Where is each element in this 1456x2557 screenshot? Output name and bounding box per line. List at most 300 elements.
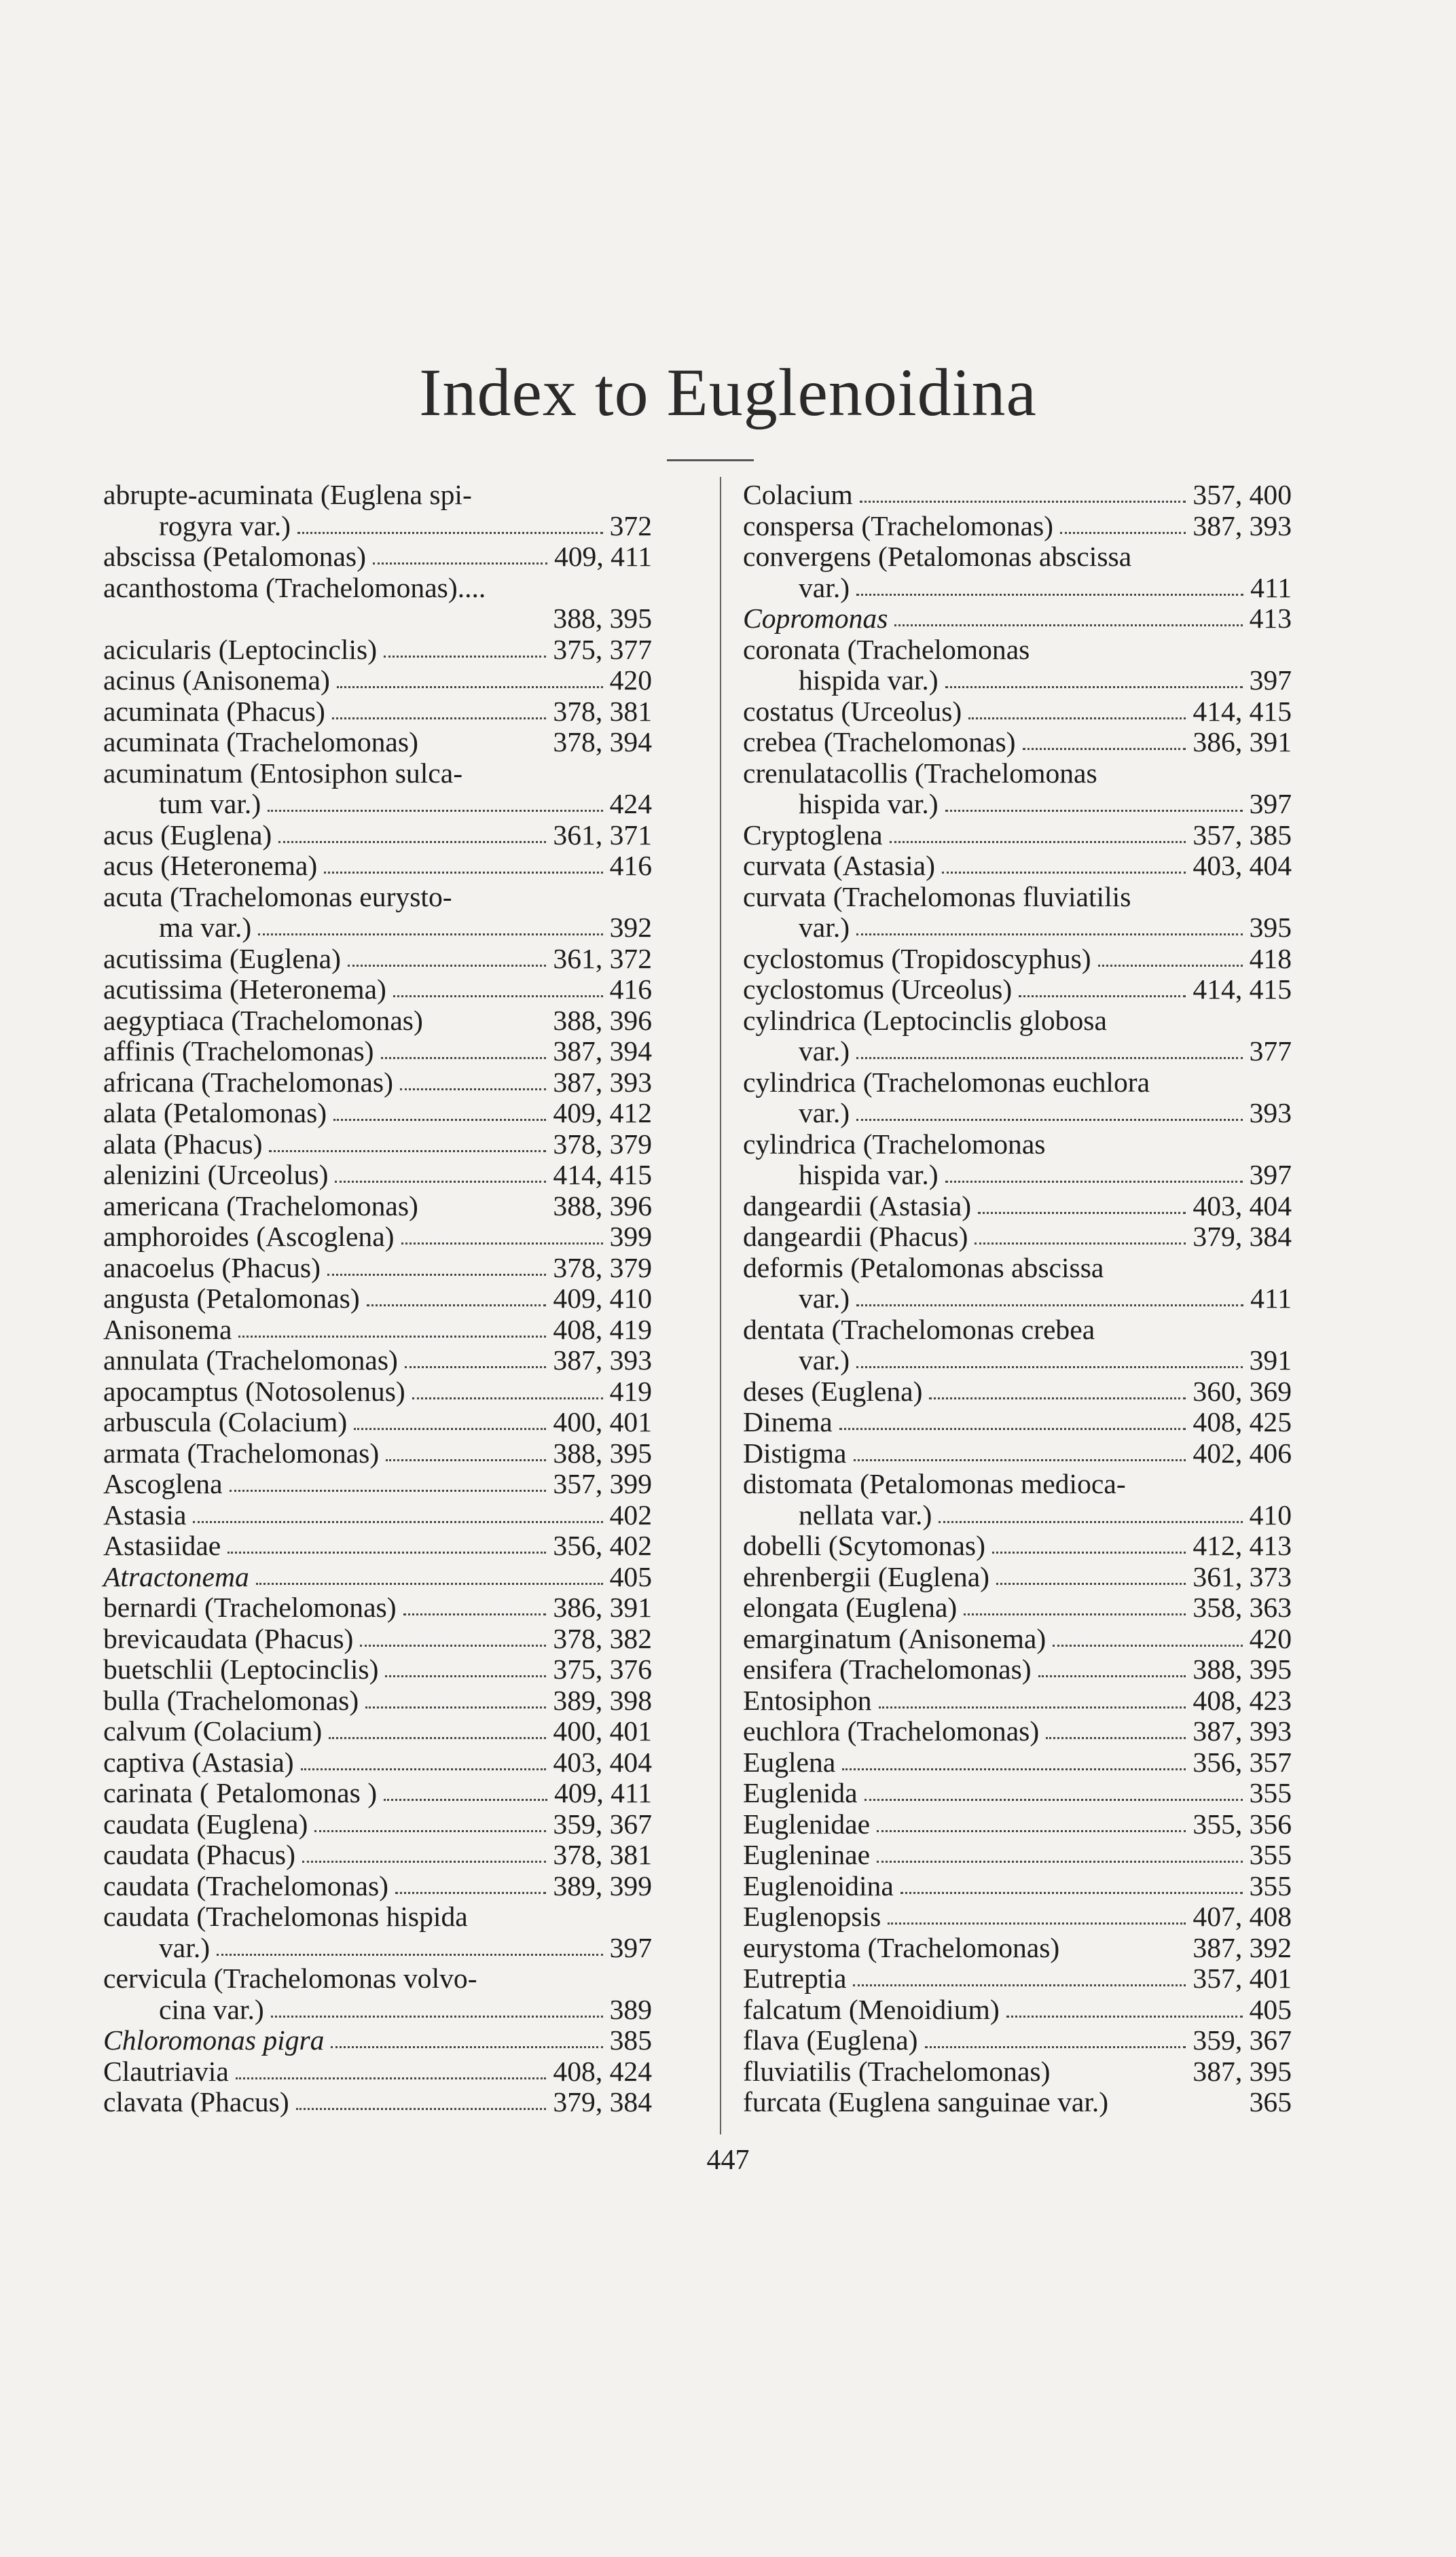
index-entry bbox=[743, 1005, 1292, 1067]
index-term: bernardi (Trachelomonas) bbox=[103, 1592, 397, 1623]
leader-dots bbox=[365, 1706, 546, 1709]
index-entry bbox=[743, 1531, 1292, 1562]
index-entry bbox=[103, 1809, 652, 1840]
index-entry bbox=[743, 851, 1292, 882]
index-term: curvata (Trachelomonas fluviatilis bbox=[743, 880, 1131, 912]
index-term: calvum (Colacium) bbox=[103, 1715, 323, 1747]
index-pages: 397 bbox=[1249, 1159, 1292, 1190]
index-entry bbox=[103, 634, 652, 666]
leader-dots bbox=[271, 2016, 603, 2018]
index-term: dangeardii (Phacus) bbox=[743, 1221, 968, 1252]
index-term: acanthostoma (Trachelomonas).... bbox=[103, 571, 486, 603]
index-pages: 355 bbox=[1249, 1839, 1292, 1870]
index-pages: 365 bbox=[1249, 2086, 1292, 2117]
index-term: Ascoglena bbox=[103, 1468, 223, 1499]
index-entry bbox=[743, 1933, 1292, 1964]
index-term: crenulatacollis (Trachelomonas bbox=[743, 757, 1097, 789]
page-title: Index to Euglenoidina bbox=[419, 355, 1037, 430]
index-term: curvata (Astasia) bbox=[743, 850, 935, 881]
index-term: falcatum (Menoidium) bbox=[743, 1993, 1000, 2025]
index-term: crebea (Trachelomonas) bbox=[743, 726, 1016, 757]
leader-dots bbox=[331, 2046, 602, 2048]
index-entry bbox=[103, 541, 652, 573]
index-pages: 410 bbox=[1249, 1499, 1292, 1531]
index-entry bbox=[103, 1191, 652, 1222]
index-term: alata (Petalomonas) bbox=[103, 1097, 327, 1128]
index-entry bbox=[103, 851, 652, 882]
index-entry bbox=[743, 2056, 1292, 2088]
leader-dots bbox=[942, 872, 1186, 874]
index-term: affinis (Trachelomonas) bbox=[103, 1035, 374, 1067]
leader-dots bbox=[888, 1923, 1186, 1925]
index-pages: 387, 393 bbox=[553, 1344, 652, 1376]
index-entry bbox=[743, 1901, 1292, 1933]
leader-dots bbox=[278, 841, 546, 843]
index-pages: 411 bbox=[1250, 571, 1292, 603]
title-rule bbox=[667, 459, 754, 461]
leader-dots bbox=[894, 624, 1242, 626]
index-term-continued: var.) bbox=[799, 1344, 850, 1376]
leader-dots bbox=[236, 2077, 547, 2079]
leader-dots bbox=[332, 717, 547, 719]
leader-dots bbox=[1006, 2016, 1243, 2018]
index-pages: 411 bbox=[1250, 1283, 1292, 1314]
index-term: Atractonema bbox=[103, 1560, 249, 1592]
index-entry bbox=[103, 1654, 652, 1685]
index-term: carinata ( Petalomonas ) bbox=[103, 1777, 378, 1808]
index-pages: 387, 393 bbox=[553, 1066, 652, 1098]
index-pages: 375, 377 bbox=[553, 633, 652, 665]
index-term: conspersa (Trachelomonas) bbox=[743, 509, 1054, 541]
leader-dots bbox=[314, 1830, 546, 1832]
index-term-continued: var.) bbox=[159, 1931, 211, 1963]
index-pages: 355 bbox=[1249, 1870, 1292, 1901]
leader-dots bbox=[856, 1304, 1243, 1306]
index-term: abscissa (Petalomonas) bbox=[103, 541, 366, 572]
index-entry bbox=[743, 1315, 1292, 1376]
index-entry bbox=[743, 758, 1292, 820]
index-term: Cryptoglena bbox=[743, 819, 883, 851]
index-term: cylindrica (Leptocinclis globosa bbox=[743, 1004, 1107, 1036]
index-term: buetschlii (Leptocinclis) bbox=[103, 1653, 379, 1685]
index-entry bbox=[743, 511, 1292, 542]
index-pages: 408, 423 bbox=[1193, 1684, 1292, 1716]
index-entry bbox=[743, 1221, 1292, 1253]
index-entry bbox=[103, 1624, 652, 1655]
index-pages: 403, 404 bbox=[553, 1746, 652, 1778]
index-pages: 397 bbox=[1249, 664, 1292, 696]
leader-dots bbox=[217, 1954, 603, 1956]
index-pages: 357, 400 bbox=[1193, 479, 1292, 510]
index-term: distomata (Petalomonas medioca- bbox=[743, 1468, 1126, 1499]
leader-dots bbox=[384, 656, 546, 658]
index-term-continued: hispida var.) bbox=[799, 1159, 939, 1190]
index-entry bbox=[103, 882, 652, 944]
index-term: emarginatum (Anisonema) bbox=[743, 1622, 1046, 1654]
index-term: ehrenbergii (Euglena) bbox=[743, 1560, 990, 1592]
leader-dots bbox=[405, 1366, 547, 1368]
index-term-continued: tum var.) bbox=[159, 788, 261, 819]
leader-dots bbox=[856, 1119, 1243, 1121]
index-term: amphoroides (Ascoglena) bbox=[103, 1221, 395, 1252]
index-term: anacoelus (Phacus) bbox=[103, 1251, 321, 1283]
leader-dots bbox=[879, 1706, 1186, 1709]
index-term: Anisonema bbox=[103, 1313, 232, 1345]
index-term-continued: cina var.) bbox=[159, 1993, 264, 2025]
leader-dots bbox=[401, 1242, 603, 1245]
index-term: Dinema bbox=[743, 1406, 833, 1437]
index-pages: 388, 396 bbox=[553, 1004, 652, 1036]
index-pages: 414, 415 bbox=[1193, 695, 1292, 727]
leader-dots bbox=[193, 1521, 602, 1523]
index-term: angusta (Petalomonas) bbox=[103, 1283, 360, 1314]
index-entry bbox=[103, 1531, 652, 1562]
leader-dots bbox=[301, 1768, 547, 1770]
leader-dots bbox=[856, 933, 1243, 935]
index-pages: 355, 356 bbox=[1193, 1808, 1292, 1840]
leader-dots bbox=[403, 1613, 547, 1615]
index-column-left bbox=[103, 480, 652, 2118]
index-entry bbox=[743, 1191, 1292, 1222]
index-entry bbox=[103, 1376, 652, 1408]
index-pages: 408, 425 bbox=[1193, 1406, 1292, 1437]
index-entry bbox=[103, 1221, 652, 1253]
leader-dots bbox=[256, 1583, 603, 1585]
index-term: Clautriavia bbox=[103, 2055, 229, 2087]
index-pages: 395 bbox=[1249, 912, 1292, 943]
leader-dots bbox=[324, 872, 602, 874]
index-pages: 420 bbox=[609, 664, 652, 696]
leader-dots bbox=[853, 1984, 1186, 1986]
leader-dots bbox=[268, 810, 602, 812]
index-entry bbox=[743, 1129, 1292, 1191]
index-term: cylindrica (Trachelomonas bbox=[743, 1128, 1046, 1160]
index-term: Chloromonas pigra bbox=[103, 2024, 325, 2056]
index-pages: 361, 372 bbox=[553, 942, 652, 974]
index-term: acus (Euglena) bbox=[103, 819, 272, 851]
index-term: alenizini (Urceolus) bbox=[103, 1159, 329, 1190]
index-term: Eutreptia bbox=[743, 1963, 847, 1994]
index-term: Distigma bbox=[743, 1437, 847, 1469]
index-pages: 359, 367 bbox=[1193, 2024, 1292, 2056]
leader-dots bbox=[393, 995, 603, 997]
index-entry bbox=[103, 1469, 652, 1500]
index-term: captiva (Astasia) bbox=[103, 1746, 294, 1778]
index-entry bbox=[743, 1253, 1292, 1315]
index-term: Astasiidae bbox=[103, 1530, 221, 1561]
index-entry bbox=[743, 1747, 1292, 1778]
index-entry bbox=[103, 1840, 652, 1871]
index-entry bbox=[103, 944, 652, 975]
index-entry bbox=[743, 1438, 1292, 1469]
index-entry bbox=[743, 1624, 1292, 1655]
index-pages: 356, 357 bbox=[1193, 1746, 1292, 1778]
index-term: acuminata (Phacus) bbox=[103, 695, 325, 727]
index-pages: 414, 415 bbox=[553, 1159, 652, 1190]
index-entry bbox=[103, 1592, 652, 1624]
index-term: acuta (Trachelomonas eurysto- bbox=[103, 880, 452, 912]
leader-dots bbox=[1038, 1675, 1186, 1677]
index-term: acinus (Anisonema) bbox=[103, 664, 330, 696]
index-entry bbox=[743, 1840, 1292, 1871]
leader-dots bbox=[329, 1737, 546, 1739]
index-entry bbox=[743, 727, 1292, 758]
index-pages: 409, 410 bbox=[553, 1283, 652, 1314]
index-entry bbox=[743, 1067, 1292, 1129]
index-entry bbox=[743, 2087, 1292, 2118]
index-term: dobelli (Scytomonas) bbox=[743, 1530, 985, 1561]
index-term: acicularis (Leptocinclis) bbox=[103, 633, 378, 665]
index-term: abrupte-acuminata (Euglena spi- bbox=[103, 479, 472, 510]
index-term: arbuscula (Colacium) bbox=[103, 1406, 348, 1437]
index-entry bbox=[103, 1716, 652, 1747]
index-term: cervicula (Trachelomonas volvo- bbox=[103, 1963, 477, 1994]
leader-dots bbox=[877, 1861, 1243, 1863]
leader-dots bbox=[400, 1088, 546, 1090]
index-term: deformis (Petalomonas abscissa bbox=[743, 1251, 1104, 1283]
index-pages: 388, 396 bbox=[553, 1190, 652, 1221]
index-pages: 407, 408 bbox=[1193, 1901, 1292, 1932]
index-term: acutissima (Heteronema) bbox=[103, 973, 386, 1005]
index-entry bbox=[743, 541, 1292, 603]
index-pages: 397 bbox=[1249, 788, 1292, 819]
leader-dots bbox=[386, 1459, 546, 1461]
column-divider bbox=[720, 477, 721, 2134]
index-term-continued: var.) bbox=[799, 1283, 850, 1314]
index-entry bbox=[743, 2025, 1292, 2056]
index-entry bbox=[103, 696, 652, 728]
index-pages: 402 bbox=[609, 1499, 652, 1531]
index-term-continued: var.) bbox=[799, 1097, 850, 1128]
index-entry bbox=[103, 1036, 652, 1067]
index-entry bbox=[743, 974, 1292, 1005]
leader-dots bbox=[258, 933, 602, 935]
index-entry bbox=[743, 1995, 1292, 2026]
index-pages: 405 bbox=[1249, 1993, 1292, 2025]
index-entry bbox=[103, 1005, 652, 1037]
leader-dots bbox=[296, 2108, 547, 2110]
leader-dots bbox=[381, 1057, 547, 1059]
index-entry bbox=[103, 1438, 652, 1469]
index-pages: 388, 395 bbox=[1193, 1653, 1292, 1685]
leader-dots bbox=[230, 1490, 547, 1492]
index-entry bbox=[743, 1809, 1292, 1840]
index-entry bbox=[103, 1129, 652, 1160]
index-term: cylindrica (Trachelomonas euchlora bbox=[743, 1066, 1150, 1098]
index-term: Euglena bbox=[743, 1746, 836, 1778]
leader-dots bbox=[900, 1892, 1243, 1894]
index-entry bbox=[103, 1871, 652, 1902]
index-entry bbox=[103, 665, 652, 696]
index-term: Euglenoidina bbox=[743, 1870, 894, 1901]
index-pages: 409, 412 bbox=[553, 1097, 652, 1128]
index-pages: 405 bbox=[609, 1560, 652, 1592]
index-column-right bbox=[743, 480, 1292, 2118]
index-term: clavata (Phacus) bbox=[103, 2086, 289, 2117]
index-term: acuminatum (Entosiphon sulca- bbox=[103, 757, 463, 789]
index-pages: 414, 415 bbox=[1193, 973, 1292, 1005]
index-pages: 397 bbox=[609, 1931, 652, 1963]
leader-dots bbox=[302, 1861, 546, 1863]
leader-dots bbox=[856, 594, 1243, 596]
leader-dots bbox=[1098, 965, 1243, 967]
leader-dots bbox=[945, 1181, 1243, 1183]
leader-dots bbox=[297, 532, 603, 534]
index-term: cyclostomus (Tropidoscyphus) bbox=[743, 942, 1091, 974]
leader-dots bbox=[1053, 1645, 1242, 1647]
index-term: alata (Phacus) bbox=[103, 1128, 263, 1160]
index-term: annulata (Trachelomonas) bbox=[103, 1344, 398, 1376]
index-term: africana (Trachelomonas) bbox=[103, 1066, 393, 1098]
index-pages: 424 bbox=[609, 788, 652, 819]
index-pages: 387, 393 bbox=[1193, 509, 1292, 541]
leader-dots bbox=[335, 1181, 546, 1183]
index-term: eurystoma (Trachelomonas) bbox=[743, 1931, 1060, 1963]
index-term: coronata (Trachelomonas bbox=[743, 633, 1030, 665]
leader-dots bbox=[996, 1583, 1186, 1585]
index-term: bulla (Trachelomonas) bbox=[103, 1684, 359, 1716]
index-pages: 393 bbox=[1249, 1097, 1292, 1128]
index-pages: 409, 411 bbox=[553, 541, 652, 572]
index-pages: 378, 379 bbox=[553, 1128, 652, 1160]
index-entry bbox=[103, 758, 652, 820]
index-entry bbox=[743, 820, 1292, 851]
index-entry bbox=[103, 1901, 652, 1963]
index-entry bbox=[743, 1871, 1292, 1902]
index-term: acus (Heteronema) bbox=[103, 850, 318, 881]
leader-dots bbox=[354, 1428, 546, 1430]
index-entry bbox=[743, 1963, 1292, 1995]
index-entry bbox=[103, 2025, 652, 2056]
leader-dots bbox=[890, 841, 1186, 843]
index-term: Euglenopsis bbox=[743, 1901, 881, 1932]
leader-dots bbox=[228, 1552, 546, 1554]
leader-dots bbox=[860, 501, 1186, 503]
index-entry bbox=[103, 1685, 652, 1717]
index-pages: 357, 401 bbox=[1193, 1963, 1292, 1994]
index-pages: 416 bbox=[609, 850, 652, 881]
leader-dots bbox=[945, 810, 1243, 812]
index-pages: 420 bbox=[1249, 1622, 1292, 1654]
index-term: caudata (Trachelomonas) bbox=[103, 1870, 389, 1901]
index-term: cyclostomus (Urceolus) bbox=[743, 973, 1013, 1005]
index-entry bbox=[103, 974, 652, 1005]
leader-dots bbox=[854, 1459, 1186, 1461]
index-term: flava (Euglena) bbox=[743, 2024, 918, 2056]
leader-dots bbox=[337, 686, 603, 688]
index-term: costatus (Urceolus) bbox=[743, 695, 962, 727]
index-pages: 375, 376 bbox=[553, 1653, 652, 1685]
index-entry bbox=[743, 1592, 1292, 1624]
index-entry bbox=[103, 2087, 652, 2118]
index-term-continued: hispida var.) bbox=[799, 788, 939, 819]
index-entry bbox=[103, 1963, 652, 2025]
index-entry bbox=[743, 944, 1292, 975]
leader-dots bbox=[385, 1675, 546, 1677]
index-term-continued: ma var.) bbox=[159, 912, 252, 943]
index-term: caudata (Phacus) bbox=[103, 1839, 295, 1870]
index-entry bbox=[743, 882, 1292, 944]
index-pages: 388, 395 bbox=[553, 603, 652, 634]
index-term: ensifera (Trachelomonas) bbox=[743, 1653, 1032, 1685]
index-entry bbox=[103, 1315, 652, 1346]
index-pages: 385 bbox=[609, 2024, 652, 2056]
index-entry bbox=[103, 2056, 652, 2088]
index-term: euchlora (Trachelomonas) bbox=[743, 1715, 1040, 1747]
index-entry bbox=[103, 573, 652, 634]
leader-dots bbox=[1023, 748, 1186, 750]
index-pages: 377 bbox=[1249, 1035, 1292, 1067]
index-entry bbox=[743, 1685, 1292, 1717]
index-entry bbox=[743, 696, 1292, 728]
index-entry bbox=[743, 634, 1292, 696]
index-pages: 409, 411 bbox=[553, 1777, 652, 1808]
index-pages: 408, 424 bbox=[553, 2055, 652, 2087]
leader-dots bbox=[395, 1892, 546, 1894]
index-term: dentata (Trachelomonas crebea bbox=[743, 1313, 1095, 1345]
leader-dots bbox=[373, 562, 547, 565]
index-pages: 372 bbox=[609, 509, 652, 541]
index-pages: 356, 402 bbox=[553, 1530, 652, 1561]
index-pages: 358, 363 bbox=[1193, 1592, 1292, 1623]
index-pages: 402, 406 bbox=[1193, 1437, 1292, 1469]
index-entry bbox=[743, 1469, 1292, 1531]
leader-dots bbox=[929, 1397, 1186, 1399]
index-term: Euglenidae bbox=[743, 1808, 871, 1840]
leader-dots bbox=[384, 1799, 547, 1801]
index-term: fluviatilis (Trachelomonas) bbox=[743, 2055, 1051, 2087]
leader-dots bbox=[839, 1428, 1186, 1430]
leader-dots bbox=[864, 1799, 1243, 1801]
leader-dots bbox=[945, 686, 1243, 688]
leader-dots bbox=[1060, 532, 1186, 534]
index-pages: 419 bbox=[609, 1375, 652, 1407]
index-entry bbox=[103, 1283, 652, 1315]
index-entry bbox=[103, 1067, 652, 1098]
index-entry bbox=[103, 1345, 652, 1376]
index-pages: 357, 385 bbox=[1193, 819, 1292, 851]
leader-dots bbox=[964, 1613, 1186, 1615]
leader-dots bbox=[238, 1336, 546, 1338]
index-term: convergens (Petalomonas abscissa bbox=[743, 541, 1132, 572]
index-pages: 379, 384 bbox=[1193, 1221, 1292, 1252]
index-term: acutissima (Euglena) bbox=[103, 942, 341, 974]
index-entry bbox=[103, 1098, 652, 1129]
index-entry bbox=[103, 1562, 652, 1593]
index-term: armata (Trachelomonas) bbox=[103, 1437, 380, 1469]
leader-dots bbox=[1019, 995, 1186, 997]
index-term-continued: rogyra var.) bbox=[159, 509, 291, 541]
index-pages: 416 bbox=[609, 973, 652, 1005]
index-pages: 389, 399 bbox=[553, 1870, 652, 1901]
index-entry bbox=[743, 1407, 1292, 1438]
leader-dots bbox=[975, 1242, 1186, 1245]
index-pages: 403, 404 bbox=[1193, 1190, 1292, 1221]
index-entry bbox=[103, 1778, 652, 1809]
index-entry bbox=[103, 1253, 652, 1284]
leader-dots bbox=[327, 1274, 547, 1276]
index-pages: 400, 401 bbox=[553, 1715, 652, 1747]
leader-dots bbox=[348, 965, 546, 967]
index-term: caudata (Euglena) bbox=[103, 1808, 308, 1840]
index-pages: 386, 391 bbox=[1193, 726, 1292, 757]
index-entry bbox=[103, 1747, 652, 1778]
leader-dots bbox=[939, 1521, 1242, 1523]
index-entry bbox=[103, 727, 652, 758]
index-term: aegyptiaca (Trachelomonas) bbox=[103, 1004, 423, 1036]
index-pages: 378, 379 bbox=[553, 1251, 652, 1283]
index-pages: 386, 391 bbox=[553, 1592, 652, 1623]
